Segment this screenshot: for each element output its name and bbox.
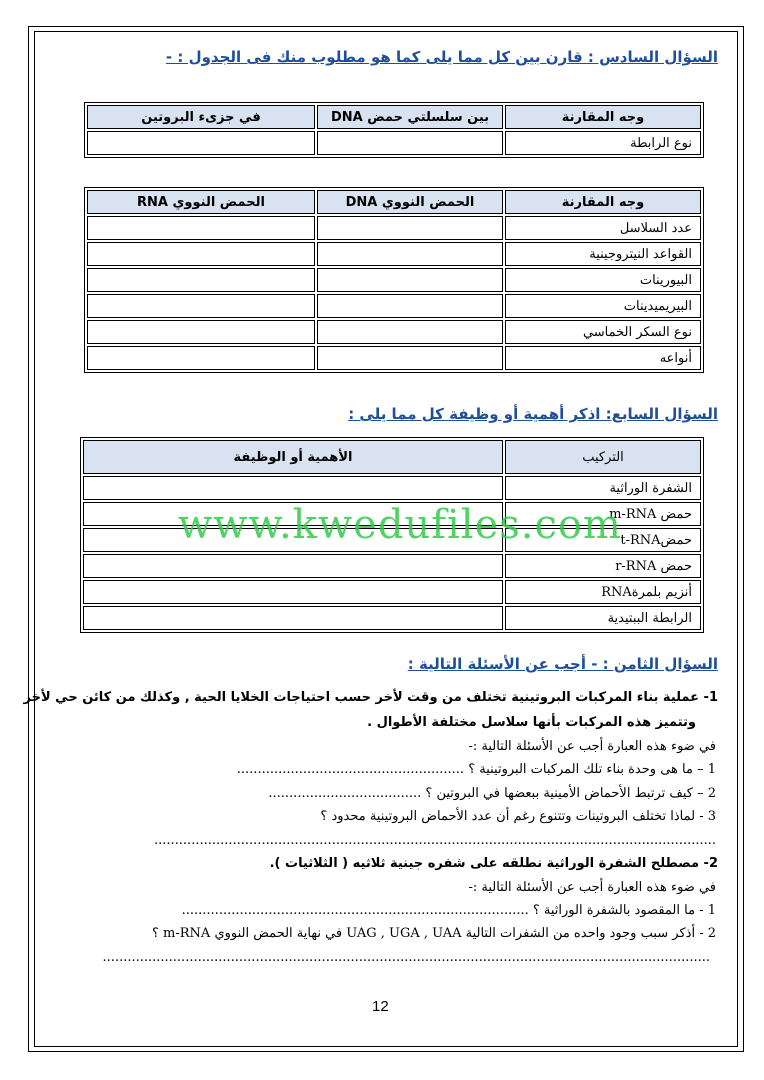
q7-table-header-row — [83, 440, 701, 474]
q8-item1-statement-line2: وتتميز هذه المركبات بأنها سلاسل مختلفة الأطوال . — [367, 715, 696, 730]
table-row — [83, 580, 701, 604]
answer-cell[interactable] — [83, 476, 503, 500]
answer-cell[interactable] — [87, 131, 315, 155]
answer-cell[interactable] — [317, 320, 503, 344]
q8-item1-instruction: في ضوء هذه العبارة أجب عن الأسئلة التالية :- — [468, 739, 716, 754]
answer-cell[interactable] — [83, 606, 503, 630]
q8-item1-q2: 2 – كيف ترتبط الأحماض الأمينية ببعضها في البروتين ؟ ..................................... — [268, 786, 716, 801]
q8-item2-q1: 1 - ما المقصود بالشفرة الوراثية ؟ .................................................................................... — [181, 903, 716, 918]
answer-cell[interactable] — [87, 268, 315, 292]
row-label: نوع السكر الخماسي — [505, 320, 701, 344]
q6-table2-header-row — [87, 190, 701, 214]
q8-item1-q3: 3 - لماذا تختلف البروتينات وتتنوع رغم أن عدد الأحماض البروتينية محدود ؟ — [320, 809, 716, 824]
row-label: نوع الرابطة — [505, 131, 701, 155]
row-label: حمض r-RNA — [505, 554, 701, 578]
q8-item1-q3-answer-line: ........................................................................................................................................ — [154, 833, 716, 848]
row-label: البيريميدينات — [505, 294, 701, 318]
q7-table-header: الأهمية أو الوظيفة — [83, 440, 503, 474]
row-label: الرابطة الببتيدية — [505, 606, 701, 630]
q6-table2-header: الحمض النووي RNA — [87, 190, 315, 214]
q6-title: السؤال السادس : قارن بين كل مما يلى كما هو مطلوب منك فى الجدول : - — [165, 48, 718, 66]
q6-table1-header: بين سلسلتي حمض DNA — [317, 105, 503, 129]
row-label: الشفرة الوراثية — [505, 476, 701, 500]
q8-item1-q1: 1 – ما هى وحدة بناء تلك المركبات البروتينية ؟ ....................................................... — [236, 762, 716, 777]
row-label: أنواعه — [505, 346, 701, 370]
q7-table-header: التركيب — [505, 440, 701, 474]
q7-title: السؤال السابع: اذكر أهمية أو وظيفة كل مما يلى : — [348, 405, 718, 423]
table-row — [87, 346, 701, 370]
q8-item2-q2-answer-line: ................................................................................................................................................... — [102, 950, 710, 965]
table-row — [87, 268, 701, 292]
q6-table2-header: وجه المقارنة — [505, 190, 701, 214]
answer-cell[interactable] — [87, 320, 315, 344]
answer-cell[interactable] — [317, 268, 503, 292]
answer-cell[interactable] — [87, 294, 315, 318]
answer-cell[interactable] — [83, 554, 503, 578]
table-row — [87, 131, 701, 155]
q8-item2-q2: 2 - أذكر سبب وجود واحده من الشفرات التالية UAG , UGA , UAA في نهاية الحمض النووي m-RNA ؟ — [152, 926, 716, 941]
row-label: حمضt-RNA — [505, 528, 701, 552]
q8-item2-instruction: في ضوء هذه العبارة أجب عن الأسئلة التالية :- — [468, 880, 716, 895]
answer-cell[interactable] — [317, 346, 503, 370]
table-row — [87, 216, 701, 240]
row-label: أنزيم بلمرةRNA — [505, 580, 701, 604]
q8-item1-statement-line1: 1- عملية بناء المركبات البروتينية تختلف من وقت لأخر حسب احتياجات الخلايا الحية , وكذلك من كائن حي لأخر — [23, 690, 718, 705]
row-label: البيورينات — [505, 268, 701, 292]
page-number: 12 — [372, 998, 389, 1015]
q8-title: السؤال الثامن : - أجب عن الأسئلة التالية : — [407, 655, 718, 673]
q6-table1-header-row — [87, 105, 701, 129]
table-row — [83, 554, 701, 578]
answer-cell[interactable] — [87, 216, 315, 240]
q6-table2 — [84, 187, 704, 373]
q6-table1-header: وجه المقارنة — [505, 105, 701, 129]
row-label: عدد السلاسل — [505, 216, 701, 240]
table-row — [83, 606, 701, 630]
table-row — [87, 294, 701, 318]
q6-table1-header: في جزىء البروتين — [87, 105, 315, 129]
q6-table2-header: الحمض النووي DNA — [317, 190, 503, 214]
watermark: www.kwedufiles.com — [178, 502, 622, 548]
answer-cell[interactable] — [317, 294, 503, 318]
answer-cell[interactable] — [317, 131, 503, 155]
row-label: حمض m-RNA — [505, 502, 701, 526]
answer-cell[interactable] — [317, 216, 503, 240]
table-row — [83, 476, 701, 500]
answer-cell[interactable] — [317, 242, 503, 266]
table-row — [87, 242, 701, 266]
q6-table1 — [84, 102, 704, 158]
answer-cell[interactable] — [83, 580, 503, 604]
row-label: القواعد النيتروجينية — [505, 242, 701, 266]
table-row — [87, 320, 701, 344]
q8-item2-statement: 2- مصطلح الشفرة الوراثية نطلقه على شفره جينية ثلاثيه ( الثلاثيات ). — [269, 856, 718, 871]
answer-cell[interactable] — [87, 242, 315, 266]
answer-cell[interactable] — [87, 346, 315, 370]
